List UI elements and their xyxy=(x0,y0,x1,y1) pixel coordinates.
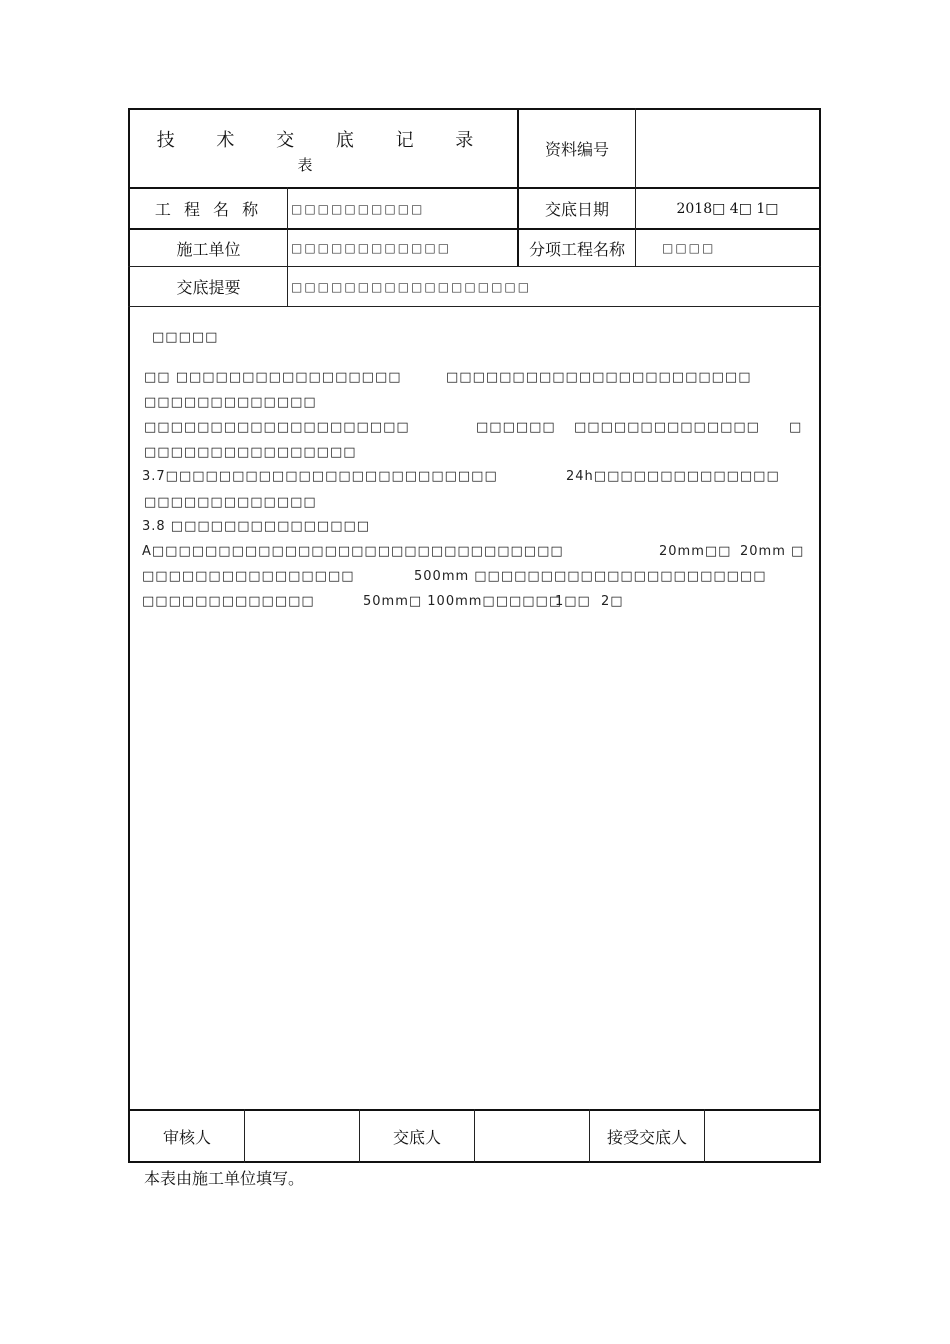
content-line: 1□□ xyxy=(555,594,591,609)
content-line: □□□□□□□□□□□□□□□□ xyxy=(142,569,355,584)
summary-value[interactable]: □□□□□□□□□□□□□□□□□□ xyxy=(291,279,532,294)
reviewer-label: 审核人 xyxy=(162,1127,211,1147)
content-line: □□□□□□□□□□□□□ xyxy=(144,395,317,410)
content-line: □□ □□□□□□□□□□□□□□□□□ xyxy=(144,370,402,385)
discloser-label: 交底人 xyxy=(392,1127,441,1147)
discloser-signature-field[interactable] xyxy=(475,1111,589,1161)
content-line: A□□□□□□□□□□□□□□□□□□□□□□□□□□□□□□□ xyxy=(142,544,564,559)
content-line: 500mm □□□□□□□□□□□□□□□□□□□□□□ xyxy=(414,569,767,584)
disclosure-date-label: 交底日期 xyxy=(544,200,609,219)
content-line: □□□□□□□□□□□□□ xyxy=(144,495,317,510)
doc-number-label: 资料编号 xyxy=(544,140,609,159)
content-line: 3.7□□□□□□□□□□□□□□□□□□□□□□□□□ xyxy=(142,469,498,484)
content-line: 2□ xyxy=(601,594,624,609)
disclosure-date-value[interactable]: 2018□ 4□ 1□ xyxy=(676,200,779,217)
content-line: 24h□□□□□□□□□□□□□□ xyxy=(566,469,780,484)
content-line: 20mm □ xyxy=(740,544,805,559)
contractor-label: 施工单位 xyxy=(176,239,241,259)
column-divider xyxy=(287,187,288,306)
content-line: □□□□□□ xyxy=(476,420,556,435)
receiver-label: 接受交底人 xyxy=(606,1127,687,1147)
reviewer-signature-field[interactable] xyxy=(245,1111,359,1161)
document-title-suffix: 表 xyxy=(297,156,313,174)
footer-note: 本表由施工单位填写。 xyxy=(144,1169,305,1188)
subproject-value[interactable]: □□□□ xyxy=(662,241,716,255)
project-name-value[interactable]: □□□□□□□□□□ xyxy=(291,201,425,216)
content-line: 3.8 □□□□□□□□□□□□□□□ xyxy=(142,519,371,534)
content-line: □□□□□□□□□□□□□□□□ xyxy=(144,445,357,460)
content-line: □□□□□□□□□□□□□□ xyxy=(574,420,760,435)
project-name-label: 工 程 名 称 xyxy=(154,200,263,219)
content-line: □□□□□□□□□□□□□□□□□□□□ xyxy=(144,420,410,435)
row-divider xyxy=(128,306,821,307)
doc-number-value[interactable] xyxy=(636,110,819,187)
content-line: □□□□□□□□□□□□□□□□□□□□□□□ xyxy=(446,370,752,385)
content-heading: □□□□□ xyxy=(152,330,219,345)
contractor-value[interactable]: □□□□□□□□□□□□ xyxy=(291,241,452,255)
subproject-label: 分项工程名称 xyxy=(528,239,625,259)
content-line: 20mm□□ xyxy=(659,544,732,559)
content-line: □□□□□□□□□□□□□ xyxy=(142,594,315,609)
content-line: □ xyxy=(789,420,803,435)
summary-label: 交底提要 xyxy=(176,278,241,297)
receiver-signature-field[interactable] xyxy=(705,1111,819,1161)
document-title: 技 术 交 底 记 录 xyxy=(156,130,492,151)
content-line: 50mm□ 100mm□□□□□□ xyxy=(363,594,563,609)
